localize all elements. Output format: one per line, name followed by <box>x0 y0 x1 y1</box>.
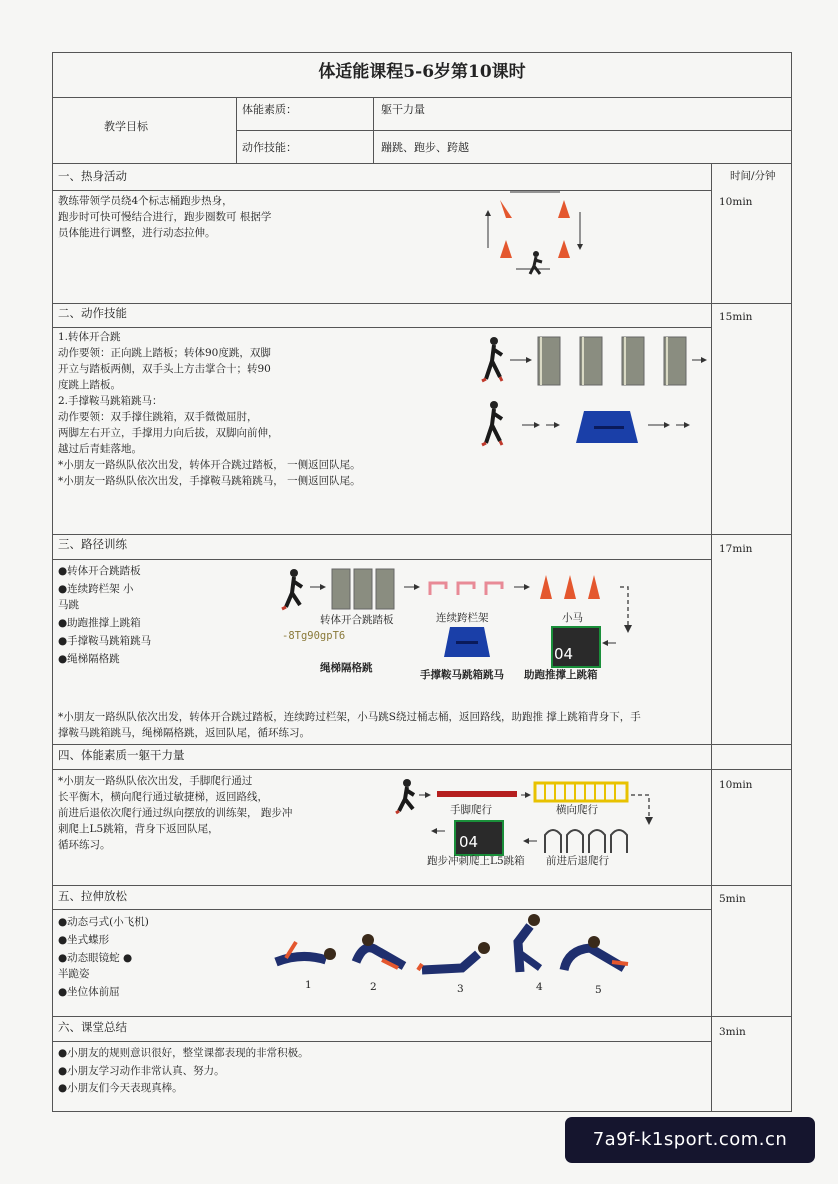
warmup-text: 教练带领学员绕4个标志桶跑步热身， 跑步时可快可慢结合进行，跑步圈数可 根据学 员体能进行调整，进行动态拉伸。 <box>58 195 272 239</box>
stretch-time: 5min <box>719 893 746 905</box>
skills-text: 1.转体开合跳 动作要领：正向跳上踏板；转体90度跳，双脚 开立与踏板两侧，双手头上方击掌合十；转90 度跳上踏板。 2.手撑鞍马跳箱跳马： 动作要领：双手撑住跳箱，双手微微屈肘， 两脚左右开立，手撑用力向后拔，双脚向前伸， 越过后青蛙落地。 *小朋友一路纵队依次出发，转体开合跳过踏板， 一侧返回队尾。 *小朋友一路纵队依次出发，手撑鞍马跳箱跳马， 一侧返回队尾。 <box>58 331 361 487</box>
summary-bullet-1: ●小朋友的规则意识很好，整堂课都表现的非常积极。 <box>58 1047 309 1059</box>
stretch-heading: 五、拉伸放松 <box>58 889 127 903</box>
summary-bullet-2: ●小朋友学习动作非常认真、努力。 <box>58 1065 225 1077</box>
path-caption-a: 转体开合跳踏板 <box>320 614 394 626</box>
path-bullet-1: ●转体开合跳踏板 <box>58 565 141 577</box>
stretch-bullet-4: ●坐位体前屈 <box>58 986 120 998</box>
time-header: 时间/分钟 <box>730 170 776 182</box>
core-caption-d: 前进后退爬行 <box>546 855 609 867</box>
core-caption-a: 手脚爬行 <box>450 804 492 816</box>
path-caption-f: 手撑鞍马跳箱跳马 <box>420 669 504 681</box>
warmup-heading: 一、热身活动 <box>58 169 127 183</box>
stretch-number-4: 4 <box>536 981 543 993</box>
path-bullet-3: ●助跑推撑上跳箱 <box>58 617 141 629</box>
stretch-number-2: 2 <box>370 981 377 993</box>
core-diagram <box>395 775 655 865</box>
stretch-bullet-3: ●动态眼镜蛇 ● 半跪姿 <box>58 952 133 980</box>
warmup-time: 10min <box>719 196 753 208</box>
path-time: 17min <box>719 543 753 555</box>
warmup-cone-diagram <box>480 190 590 280</box>
page-title: 体适能课程5-6岁第10课时 <box>318 62 526 82</box>
summary-heading: 六、课堂总结 <box>58 1020 127 1034</box>
path-note: *小朋友一路纵队依次出发，转体开合跳过踏板，连续跨过栏架，小马跳S绕过桶志桶，返回路线，助跑推 撑上跳箱背身下，手 撑鞍马跳箱跳马，绳梯隔格跳，返回队尾，循环练习。 <box>58 711 641 739</box>
skills-time: 15min <box>719 311 753 323</box>
skills-heading: 二、动作技能 <box>58 306 127 320</box>
stretch-number-1: 1 <box>305 979 312 991</box>
core-time: 10min <box>719 779 753 791</box>
path-bullet-5: ●绳梯隔格跳 <box>58 653 120 665</box>
path-heading: 三、路径训练 <box>58 537 127 551</box>
stretch-poses-illustration <box>272 912 637 982</box>
path-bullet-4: ●手撑鞍马跳箱跳马 <box>58 635 152 647</box>
stretch-bullet-1: ●动态弓式(小飞机) <box>58 916 149 928</box>
objective-label: 教学目标 <box>104 120 148 133</box>
stretch-number-3: 3 <box>457 983 464 995</box>
core-text: *小朋友一路纵队依次出发，手脚爬行通过 长平衡木，横向爬行通过敏捷梯，返回路线， 前进后退依次爬行通过纵向摆放的训练架， 跑步冲 刺爬上L5跳箱，背身下返回队尾， 循环练习。 <box>58 775 293 851</box>
path-caption-d: -8Tg90gpT6 <box>282 630 346 642</box>
core-caption-c: 跑步冲刺爬上L5跳箱 <box>427 855 525 867</box>
path-caption-e: 绳梯隔格跳 <box>320 662 373 674</box>
skill-label: 动作技能： <box>242 141 297 154</box>
summary-time: 3min <box>719 1026 746 1038</box>
core-heading: 四、体能素质一躯干力量 <box>58 748 185 762</box>
skills-diagram <box>480 333 710 453</box>
path-caption-b: 连续跨栏架 <box>436 612 489 624</box>
watermark-badge: 7a9f-k1sport.com.cn <box>565 1117 815 1163</box>
path-bullet-2: ●连续跨栏架 小 马跳 <box>58 583 134 611</box>
quality-label: 体能素质： <box>242 103 297 116</box>
path-caption-g: 助跑推撑上跳箱 <box>524 669 598 681</box>
stretch-number-5: 5 <box>595 984 602 996</box>
stretch-bullet-2: ●坐式蝶形 <box>58 934 110 946</box>
core-box-number: 04 <box>459 833 479 851</box>
summary-bullet-3: ●小朋友们今天表现真棒。 <box>58 1082 183 1094</box>
skill-value: 蹦跳、跑步、跨越 <box>381 141 469 154</box>
path-box-number: 04 <box>554 645 574 663</box>
quality-value: 躯干力量 <box>381 103 425 116</box>
path-caption-c: 小马 <box>562 612 583 624</box>
core-caption-b: 横向爬行 <box>556 804 598 816</box>
